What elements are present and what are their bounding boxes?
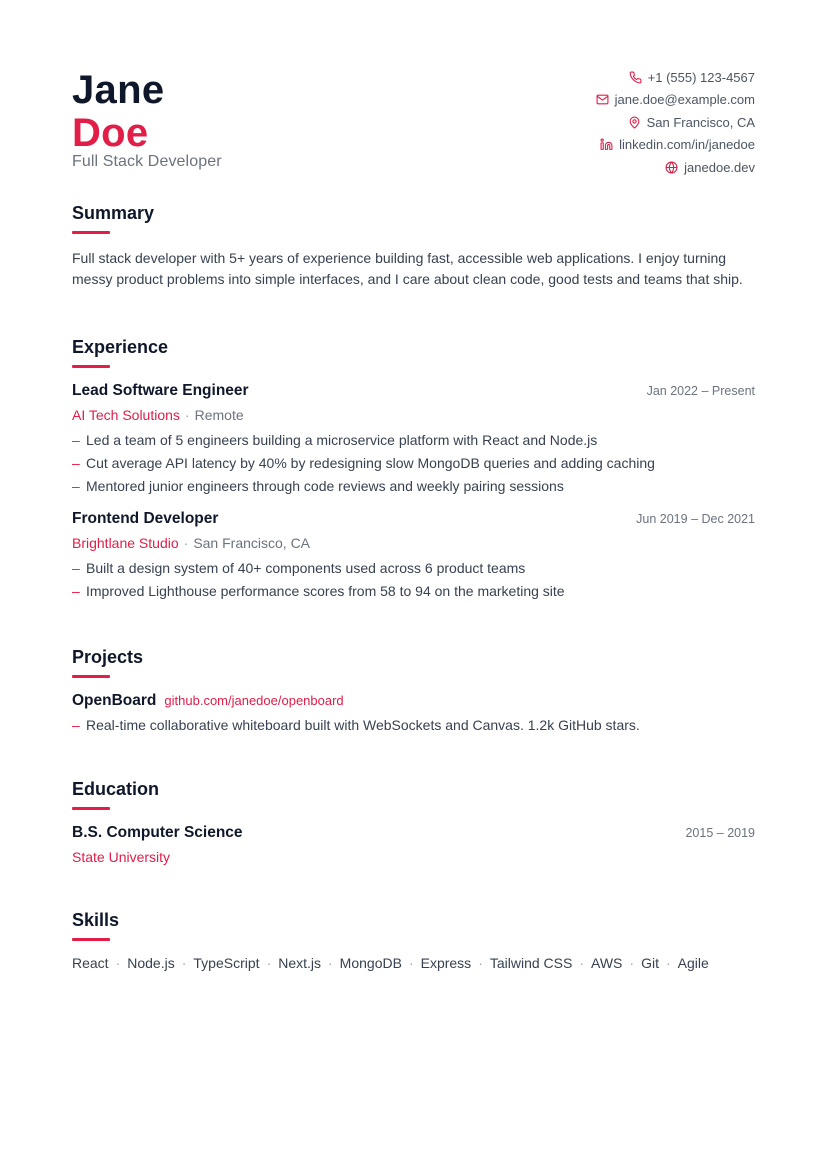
first-name: Jane <box>72 68 165 112</box>
resume-header <box>72 66 755 186</box>
job-bullets <box>72 429 755 498</box>
project-name: OpenBoard <box>72 692 157 709</box>
company-name: Brightlane Studio <box>72 535 179 551</box>
bullet-item <box>72 714 755 737</box>
job-role: Frontend Developer <box>72 510 219 527</box>
section-title-skills: Skills <box>72 910 120 930</box>
bullet-item <box>72 429 755 452</box>
project-bullets <box>72 714 755 737</box>
mail-icon <box>596 93 609 106</box>
dash-icon: – <box>72 583 80 599</box>
summary-text: Full stack developer with 5+ years of experience building fast, accessible web applications. I enjoy turning messy product problems into simple interfaces, and I care about clean code, good tests and teams that ship. <box>72 250 743 287</box>
contact-linkedin[interactable] <box>596 134 755 157</box>
bullet-item <box>72 580 755 603</box>
bullet-text: Built a design system of 40+ components used across 6 product teams <box>86 560 526 576</box>
separator-dot: · <box>183 535 189 551</box>
project-entry <box>72 692 755 737</box>
skill-item: Tailwind CSS <box>489 955 573 971</box>
job-dates: Jun 2019 – Dec 2021 <box>636 512 755 526</box>
projects-section <box>72 646 755 737</box>
section-divider <box>72 807 110 810</box>
skill-item: React <box>72 955 109 971</box>
bullet-text: Real-time collaborative whiteboard built with WebSockets and Canvas. 1.2k GitHub stars. <box>86 717 640 733</box>
experience-section <box>72 336 755 603</box>
bullet-text: Mentored junior engineers through code reviews and weekly pairing sessions <box>86 478 564 494</box>
job-location: San Francisco, CA <box>193 535 311 551</box>
skill-item: MongoDB <box>339 955 402 971</box>
skill-item: Node.js <box>127 955 175 971</box>
job-location: Remote <box>194 407 244 423</box>
separator-dot: · <box>478 955 483 971</box>
section-divider <box>72 365 110 368</box>
job-entry <box>72 382 755 498</box>
job-entry <box>72 510 755 603</box>
section-title-experience: Experience <box>72 337 169 357</box>
phone-icon <box>629 71 642 84</box>
school-name: State University <box>72 849 171 865</box>
contact-list <box>596 66 755 179</box>
skill-item: Git <box>641 955 659 971</box>
dash-icon: – <box>72 455 80 471</box>
separator-dot: · <box>115 955 121 971</box>
education-section <box>72 778 755 867</box>
contact-website-text: janedoe.dev <box>684 159 755 175</box>
contact-phone[interactable] <box>596 66 755 89</box>
skills-list <box>72 955 755 971</box>
separator-dot: · <box>266 955 272 971</box>
separator-dot: · <box>629 955 635 971</box>
separator-dot: · <box>184 407 190 423</box>
contact-website[interactable] <box>596 156 755 179</box>
bullet-text: Improved Lighthouse performance scores from 58 to 94 on the marketing site <box>86 583 565 599</box>
section-title-projects: Projects <box>72 647 144 667</box>
skills-section <box>72 909 755 971</box>
separator-dot: · <box>579 955 585 971</box>
skill-item: Express <box>420 955 472 971</box>
summary-section <box>72 202 755 290</box>
project-link[interactable]: github.com/janedoe/openboard <box>164 693 344 708</box>
bullet-text: Cut average API latency by 40% by redesigning slow MongoDB queries and adding caching <box>86 455 655 471</box>
bullet-item <box>72 557 755 580</box>
job-bullets <box>72 557 755 603</box>
section-title-education: Education <box>72 779 160 799</box>
contact-email-text: jane.doe@example.com <box>614 92 755 108</box>
bullet-item <box>72 475 755 498</box>
skill-item: Next.js <box>278 955 321 971</box>
job-dates: Jan 2022 – Present <box>646 384 755 398</box>
skill-item: AWS <box>591 955 623 971</box>
section-title-summary: Summary <box>72 203 155 223</box>
job-role: Lead Software Engineer <box>72 382 249 399</box>
dash-icon: – <box>72 560 80 576</box>
contact-linkedin-text: linkedin.com/in/janedoe <box>619 137 755 153</box>
location-pin-icon <box>628 116 641 129</box>
bullet-text: Led a team of 5 engineers building a microservice platform with React and Node.js <box>86 432 598 448</box>
separator-dot: · <box>328 955 333 971</box>
education-entry <box>72 824 755 867</box>
last-name: Doe <box>72 111 149 155</box>
contact-location <box>596 111 755 134</box>
separator-dot: · <box>665 955 671 971</box>
dash-icon: – <box>72 717 80 733</box>
skill-item: Agile <box>677 955 709 971</box>
contact-phone-text: +1 (555) 123-4567 <box>647 69 755 85</box>
degree-name: B.S. Computer Science <box>72 824 243 841</box>
bullet-item <box>72 452 755 475</box>
section-divider <box>72 231 110 234</box>
contact-email[interactable] <box>596 89 755 112</box>
dash-icon: – <box>72 432 80 448</box>
skill-item: TypeScript <box>193 955 260 971</box>
section-divider <box>72 675 110 678</box>
section-divider <box>72 938 110 941</box>
separator-dot: · <box>408 955 414 971</box>
company-name: AI Tech Solutions <box>72 407 180 423</box>
dash-icon: – <box>72 478 80 494</box>
education-dates: 2015 – 2019 <box>685 826 755 840</box>
linkedin-icon <box>600 138 613 151</box>
globe-icon <box>665 161 678 174</box>
separator-dot: · <box>181 955 187 971</box>
contact-location-text: San Francisco, CA <box>646 114 755 130</box>
job-role: Full Stack Developer <box>72 153 222 170</box>
